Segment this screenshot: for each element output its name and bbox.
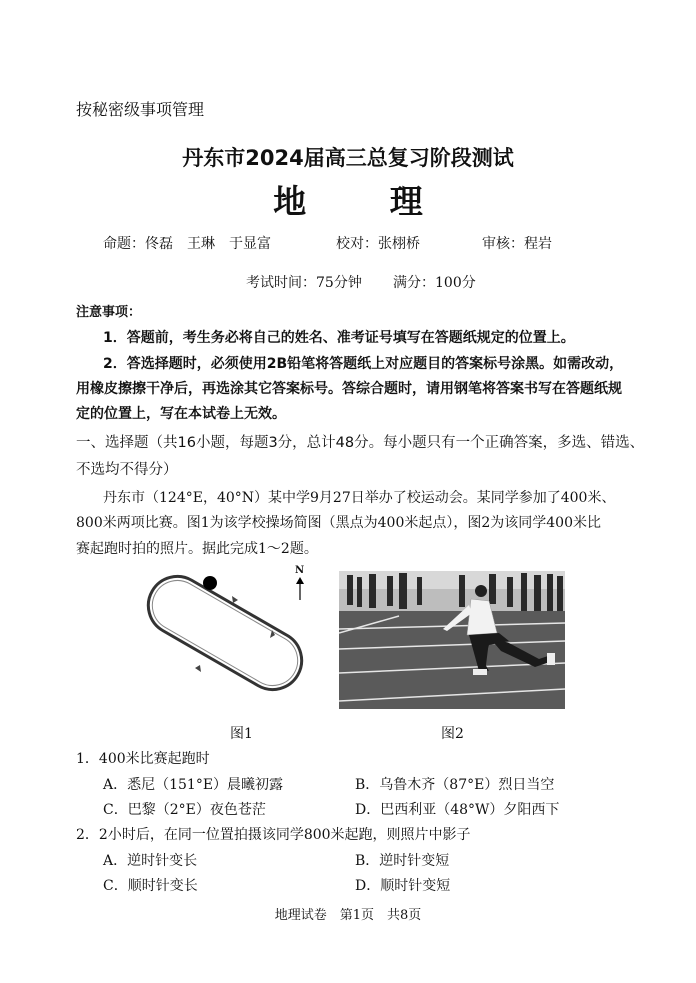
stem-line-1: 丹东市（124°E，40°N）某中学9月27日举办了校运动会。某同学参加了400米、 [103,490,616,506]
photo-scene [339,571,565,709]
notes-heading: 注意事项： [76,305,142,320]
question-1-option-a[interactable]: A．悉尼（151°E）晨曦初露 [103,777,284,793]
question-1-option-d[interactable]: D．巴西利亚（48°W）夕阳西下 [355,802,560,818]
question-1-option-c[interactable]: C．巴黎（2°E）夜色苍茫 [103,802,266,818]
confidential-label: 按秘密级事项管理 [76,100,205,119]
reviewer: 审核：程岩 [482,236,552,252]
question-1-stem: 1．400米比赛起跑时 [76,751,210,767]
start-point-dot [203,576,217,590]
stem-line-2: 800米两项比赛。图1为该学校操场简图（黑点为400米起点），图2为该同学400米比 [76,515,601,531]
question-2-option-c[interactable]: C．顺时针变长 [103,878,198,894]
figure-1-track-diagram [135,560,315,710]
subject-title: 地 理 [273,182,459,221]
page-footer: 地理试卷 第1页 共8页 [274,908,422,923]
figure-2-caption: 图2 [441,726,464,742]
note-item-2-line-3: 定的位置上，写在本试卷上无效。 [76,406,286,422]
exam-time: 考试时间：75分钟 [246,275,362,291]
full-score: 满分：100分 [393,275,476,291]
proofreader: 校对：张栩桥 [336,236,420,252]
figure-1-caption: 图1 [230,726,253,742]
question-2-option-d[interactable]: D．顺时针变短 [355,878,451,894]
section-heading-cont: 不选均不得分） [76,462,178,478]
note-item-2-line-1: 2．答选择题时，必须使用2B铅笔将答题纸上对应题目的答案标号涂黑。如需改动， [103,356,624,372]
stem-line-3: 赛起跑时拍的照片。据此完成1～2题。 [76,541,318,557]
figure-2-photo [339,571,565,709]
question-2-option-b[interactable]: B．逆时针变短 [355,853,450,869]
track-outer [138,566,312,700]
question-1-option-b[interactable]: B．乌鲁木齐（87°E）烈日当空 [355,777,555,793]
exam-title: 丹东市2024届高三总复习阶段测试 [182,146,514,170]
note-item-1: 1．答题前，考生务必将自己的姓名、准考证号填写在答题纸规定的位置上。 [103,330,575,346]
direction-arrow [232,596,238,603]
direction-arrow [195,665,201,672]
section-heading: 一、选择题（共16小题，每题3分，总计48分。每小题只有一个正确答案，多选、错选、 [76,435,645,451]
north-label: N [295,565,305,576]
note-item-2-line-2: 用橡皮擦擦干净后，再选涂其它答案标号。答综合题时，请用钢笔将答案书写在答题纸规 [76,381,622,397]
authors: 命题：佟磊 王琳 于显富 [103,236,271,252]
direction-arrow [270,630,275,638]
question-2-option-a[interactable]: A．逆时针变长 [103,853,198,869]
question-2-stem: 2．2小时后，在同一位置拍摄该同学800米起跑，则照片中影子 [76,827,471,843]
north-arrow-icon [294,577,306,601]
